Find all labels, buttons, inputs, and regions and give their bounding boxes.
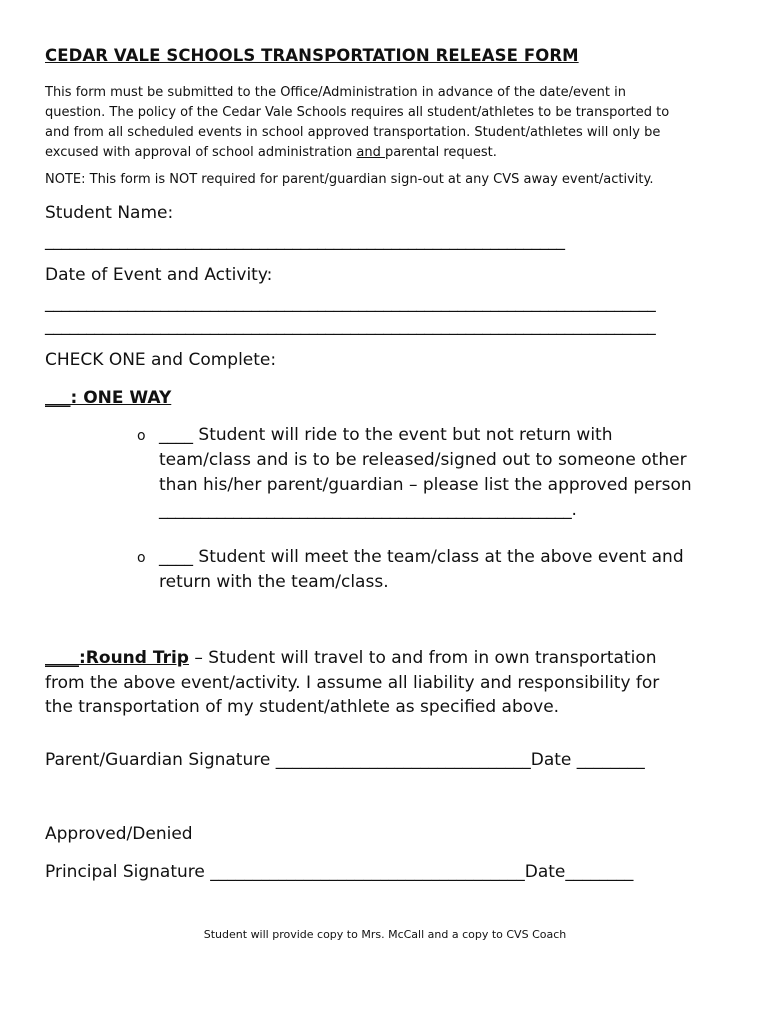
option-line[interactable]: ____ Student will meet the team/class at the above event and [159, 547, 684, 567]
student-name-field[interactable]: _______________________________________________________________ [45, 231, 565, 251]
approved-denied-label: Approved/Denied [45, 824, 193, 844]
event-field-line-1[interactable]: __________________________________________________________________________ [45, 293, 656, 313]
round-trip-heading[interactable]: ____:Round Trip [45, 648, 189, 668]
option-line: team/class and is to be released/signed out to someone other [159, 450, 687, 470]
note-text: NOTE: This form is NOT required for parent/guardian sign-out at any CVS away event/activity. [45, 172, 654, 187]
option-line[interactable]: ____ Student will ride to the event but not return with [159, 425, 613, 445]
bullet-icon: o [137, 550, 146, 566]
round-trip-text: from the above event/activity. I assume all liability and responsibility for [45, 672, 660, 693]
form-title: CEDAR VALE SCHOOLS TRANSPORTATION RELEASE FORM [45, 46, 579, 65]
approved-person-field[interactable]: __________________________________________________. [159, 500, 577, 520]
principal-signature-line[interactable]: Principal Signature _____________________________________Date________ [45, 862, 634, 882]
student-name-label: Student Name: [45, 203, 174, 223]
option-meet-team [159, 545, 684, 595]
round-trip-text: – Student will travel to and from in own transportation [188, 648, 657, 668]
option-line: than his/her parent/guardian – please list the approved person [159, 475, 692, 495]
round-trip-section [45, 646, 659, 720]
intro-line: question. The policy of the Cedar Vale Schools requires all student/athletes to be transported to [45, 105, 670, 120]
check-one-label: CHECK ONE and Complete: [45, 350, 277, 370]
parent-signature-line[interactable]: Parent/Guardian Signature ______________________________Date ________ [45, 750, 645, 770]
intro-line: This form must be submitted to the Office/Administration in advance of the date/event in [45, 85, 626, 100]
footer-note: Student will provide copy to Mrs. McCall and a copy to CVS Coach [203, 928, 567, 941]
intro-paragraph [45, 83, 725, 163]
option-line: return with the team/class. [159, 572, 389, 592]
round-trip-text: the transportation of my student/athlete as specified above. [45, 697, 560, 717]
one-way-heading[interactable]: ___: ONE WAY [45, 388, 172, 408]
option-one-way-release [159, 423, 692, 523]
event-label: Date of Event and Activity: [45, 265, 273, 285]
intro-line: excused with approval of school administration and parental request. [45, 145, 497, 160]
event-field-line-2[interactable]: __________________________________________________________________________ [45, 316, 656, 336]
intro-line: and from all scheduled events in school approved transportation. Student/athletes will only be [45, 125, 661, 140]
bullet-icon: o [137, 428, 146, 444]
